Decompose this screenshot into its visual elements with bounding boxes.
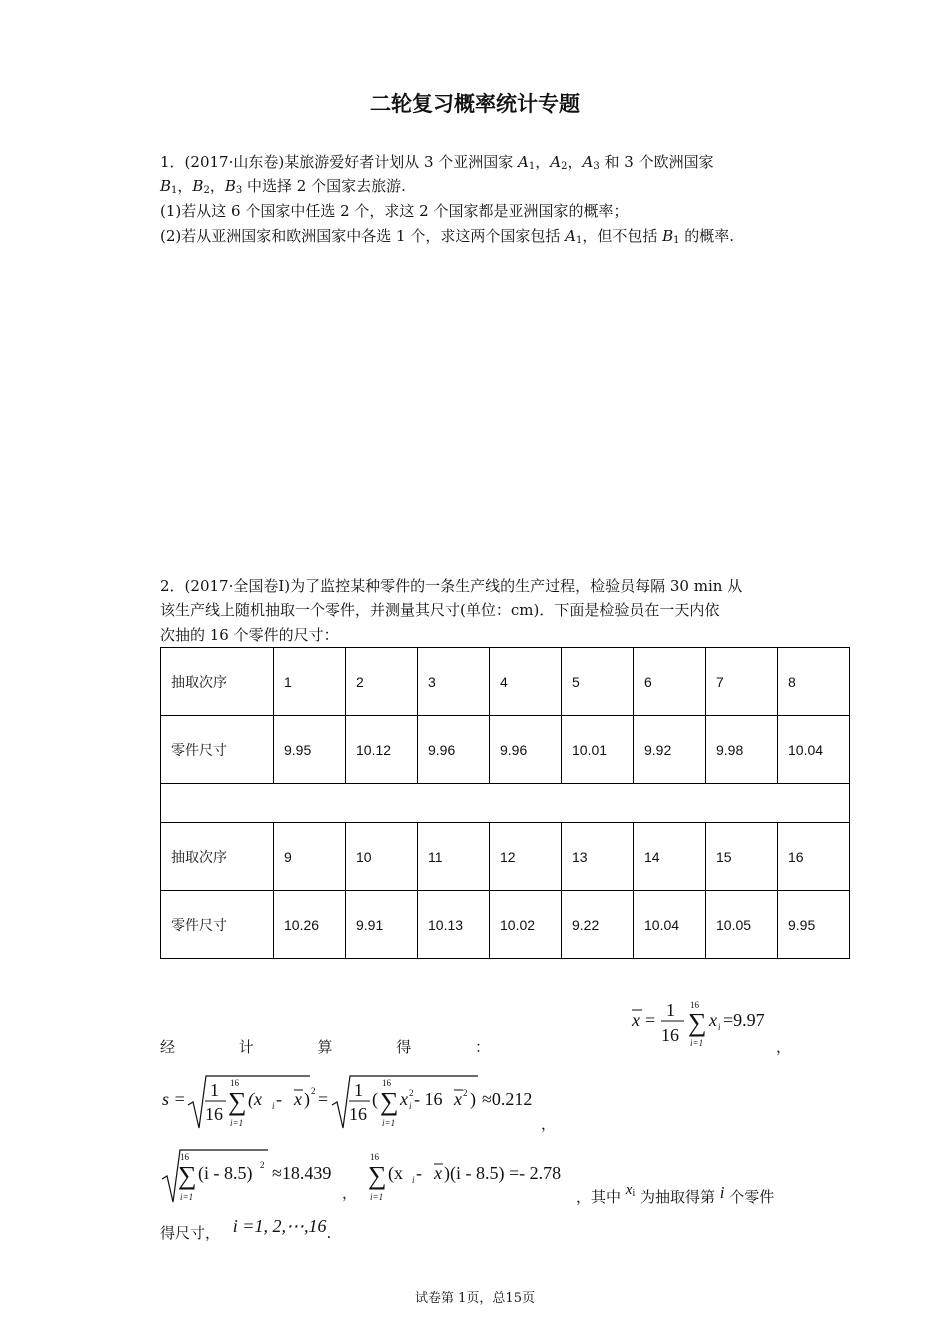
sub: 2 bbox=[203, 185, 210, 196]
empty-cell bbox=[161, 784, 850, 823]
table-cell: 10.12 bbox=[346, 716, 418, 784]
exponent: 2 bbox=[311, 1086, 316, 1096]
q1-part1: (1)若从这 6 个国家中任选 2 个，求这 2 个国家都是亚洲国家的概率； bbox=[160, 202, 629, 220]
table-row bbox=[161, 716, 850, 784]
x-sub: i bbox=[632, 1188, 636, 1199]
frac-den: 16 bbox=[205, 1104, 223, 1124]
sub: 1 bbox=[673, 235, 680, 246]
table-row bbox=[161, 891, 850, 959]
sum-lower: i=1 bbox=[370, 1192, 384, 1202]
table-cell: 14 bbox=[634, 823, 706, 891]
table-cell: 9.92 bbox=[634, 716, 706, 784]
q1-text: 中选择 2 个国家去旅游. bbox=[242, 177, 406, 195]
calc-char: 得 bbox=[396, 1038, 412, 1056]
sigma-icon: ∑ bbox=[688, 1008, 707, 1037]
q1-part2 bbox=[160, 224, 800, 253]
q1-text: 的概率. bbox=[679, 227, 735, 245]
sep: ， bbox=[776, 1038, 792, 1056]
term: (i - 8.5) bbox=[198, 1163, 253, 1183]
sep: ， bbox=[177, 177, 193, 195]
sep: ， bbox=[342, 1186, 358, 1202]
table-row bbox=[161, 823, 850, 891]
xbar-symbol: x bbox=[294, 1089, 302, 1109]
calc-char: ： bbox=[474, 1038, 490, 1056]
table-cell: 5 bbox=[562, 648, 634, 716]
r1-result: ≈18.439 bbox=[272, 1163, 332, 1183]
table-cell: 16 bbox=[778, 823, 850, 891]
i-var: i bbox=[719, 1183, 725, 1202]
table-cell: 4 bbox=[490, 648, 562, 716]
var-a1: A bbox=[518, 153, 529, 171]
x-var: x bbox=[709, 1010, 717, 1030]
table-cell: 7 bbox=[706, 648, 778, 716]
xbar-symbol: x bbox=[454, 1089, 462, 1109]
minus-16: - 16 bbox=[414, 1089, 443, 1109]
frac-den: 16 bbox=[661, 1025, 679, 1045]
frac-num: 1 bbox=[666, 1000, 675, 1020]
table-cell: 10.26 bbox=[274, 891, 346, 959]
exponent: 2 bbox=[260, 1160, 265, 1170]
calc-char: 计 bbox=[238, 1038, 254, 1056]
sum-upper: 16 bbox=[382, 1078, 391, 1088]
page-title: 二轮复习概率统计专题 bbox=[370, 92, 580, 116]
table-cell: 11 bbox=[418, 823, 490, 891]
var-b3: B bbox=[224, 177, 236, 195]
sum-formulas bbox=[160, 1146, 580, 1208]
table-cell: 9.95 bbox=[778, 891, 850, 959]
r2-rest: )(i - 8.5) =- 2.78 bbox=[444, 1163, 562, 1183]
term: (x bbox=[388, 1163, 403, 1183]
mean-formula bbox=[628, 996, 788, 1052]
table-cell: 15 bbox=[706, 823, 778, 891]
table-cell: 9.91 bbox=[346, 891, 418, 959]
q1-text: (2)若从亚洲国家和欧洲国家中各选 1 个，求这两个国家包括 bbox=[160, 227, 566, 245]
var-b1: B bbox=[662, 227, 674, 245]
frac-num: 1 bbox=[354, 1080, 363, 1100]
sigma-icon: ∑ bbox=[178, 1161, 197, 1190]
sigma-icon: ∑ bbox=[368, 1161, 387, 1190]
table-cell: 12 bbox=[490, 823, 562, 891]
sum-upper: 16 bbox=[230, 1078, 239, 1088]
std-formula bbox=[160, 1072, 550, 1134]
frac-num: 1 bbox=[210, 1080, 219, 1100]
q1-text: ，但不包括 bbox=[582, 227, 663, 245]
calc-char: 经 bbox=[160, 1038, 176, 1056]
s-result: ≈0.212 bbox=[482, 1089, 533, 1109]
table-cell: 1 bbox=[274, 648, 346, 716]
row-header: 抽取次序 bbox=[161, 648, 274, 716]
xbar-symbol: x bbox=[632, 1010, 640, 1030]
paren: ) bbox=[470, 1089, 476, 1109]
sub: 3 bbox=[593, 161, 600, 172]
row-header: 抽取次序 bbox=[161, 823, 274, 891]
table-cell: 2 bbox=[346, 648, 418, 716]
x-sub: i bbox=[409, 1101, 412, 1111]
last-text: 得尺寸， bbox=[160, 1224, 221, 1242]
table-cell: 9.98 bbox=[706, 716, 778, 784]
sub: 3 bbox=[235, 185, 243, 196]
sum-lower: i=1 bbox=[230, 1118, 244, 1128]
sum-lower: i=1 bbox=[180, 1192, 194, 1202]
table-cell: 10.05 bbox=[706, 891, 778, 959]
equals: = bbox=[645, 1010, 656, 1030]
row-header: 零件尺寸 bbox=[161, 891, 274, 959]
table-cell: 9.22 bbox=[562, 891, 634, 959]
where-text: ，其中 bbox=[576, 1188, 626, 1206]
table-row bbox=[161, 648, 850, 716]
table-cell: 13 bbox=[562, 823, 634, 891]
q2-line2: 该生产线上随机抽取一个零件，并测量其尺寸(单位：cm)．下面是检验员在一天内依 bbox=[160, 601, 720, 619]
table-cell: 3 bbox=[418, 648, 490, 716]
sum-upper: 16 bbox=[690, 1000, 699, 1010]
var-b1: B bbox=[160, 177, 172, 195]
var-a1: A bbox=[565, 227, 576, 245]
term: (x bbox=[248, 1089, 262, 1109]
where-text: 个零件 bbox=[724, 1188, 775, 1206]
var-a3: A bbox=[582, 153, 594, 171]
xi-symbol bbox=[626, 1182, 635, 1198]
q2-line1: 2．(2017·全国卷Ⅰ)为了监控某种零件的一条生产线的生产过程，检验员每隔 30 min 从 bbox=[160, 577, 743, 595]
row-header: 零件尺寸 bbox=[161, 716, 274, 784]
table-cell: 9.95 bbox=[274, 716, 346, 784]
table-cell: 9.96 bbox=[490, 716, 562, 784]
x-var: x bbox=[625, 1182, 633, 1198]
table-cell: 9 bbox=[274, 823, 346, 891]
sep: ， bbox=[541, 1115, 557, 1133]
where-clause bbox=[576, 1182, 775, 1207]
table-cell: 10.01 bbox=[562, 716, 634, 784]
var-b2: B bbox=[192, 177, 204, 195]
sep: ， bbox=[209, 177, 225, 195]
table-cell: 10.04 bbox=[634, 891, 706, 959]
table-cell: 6 bbox=[634, 648, 706, 716]
table-cell: 10.04 bbox=[778, 716, 850, 784]
frac-den: 16 bbox=[349, 1104, 367, 1124]
x-sub: i bbox=[718, 1022, 721, 1032]
sigma-icon: ∑ bbox=[380, 1087, 399, 1116]
paren: ) bbox=[304, 1089, 310, 1109]
var-a2: A bbox=[550, 153, 562, 171]
sub: 1 bbox=[575, 235, 583, 246]
measurement-table bbox=[160, 647, 850, 959]
exponent: 2 bbox=[409, 1088, 414, 1098]
mean-value: =9.97 bbox=[723, 1010, 765, 1030]
calc-intro bbox=[160, 1036, 490, 1057]
table-separator-row bbox=[161, 784, 850, 823]
s-lhs: s = bbox=[162, 1089, 186, 1109]
x-var: x bbox=[400, 1089, 408, 1109]
table-cell: 10 bbox=[346, 823, 418, 891]
x-sub: i bbox=[272, 1101, 275, 1111]
x-sub: i bbox=[412, 1175, 415, 1185]
table-cell: 8 bbox=[778, 648, 850, 716]
page-footer: 试卷第 1页，总15页 bbox=[415, 1291, 535, 1306]
sum-lower: i=1 bbox=[382, 1118, 396, 1128]
sub: 2 bbox=[561, 161, 568, 172]
minus: - bbox=[416, 1163, 422, 1183]
sep: ， bbox=[567, 153, 583, 171]
equals: = bbox=[318, 1089, 329, 1109]
table-cell: 10.02 bbox=[490, 891, 562, 959]
sigma-icon: ∑ bbox=[228, 1087, 247, 1116]
calc-char: 算 bbox=[317, 1038, 333, 1056]
sub: 1 bbox=[528, 161, 536, 172]
where-text: 为抽取得第 bbox=[635, 1188, 720, 1206]
table-cell: 10.13 bbox=[418, 891, 490, 959]
period: . bbox=[326, 1224, 332, 1242]
sum-upper: 16 bbox=[180, 1152, 189, 1162]
sub: 1 bbox=[171, 185, 178, 196]
table-cell: 9.96 bbox=[418, 716, 490, 784]
q1-text: 和 3 个欧洲国家 bbox=[599, 153, 714, 171]
sep: ， bbox=[535, 153, 551, 171]
sum-upper: 16 bbox=[370, 1152, 379, 1162]
index-range: i =1, 2,⋯,16 bbox=[232, 1216, 327, 1236]
paren: ( bbox=[372, 1089, 378, 1109]
q2-line3: 次抽的 16 个零件的尺寸： bbox=[160, 626, 339, 644]
xbar-symbol: x bbox=[434, 1163, 442, 1183]
minus: - bbox=[276, 1089, 282, 1109]
exponent: 2 bbox=[463, 1088, 468, 1098]
sum-lower: i=1 bbox=[690, 1038, 704, 1048]
last-line bbox=[160, 1216, 332, 1243]
q1-text: 1．(2017·山东卷)某旅游爱好者计划从 3 个亚洲国家 bbox=[160, 153, 519, 171]
